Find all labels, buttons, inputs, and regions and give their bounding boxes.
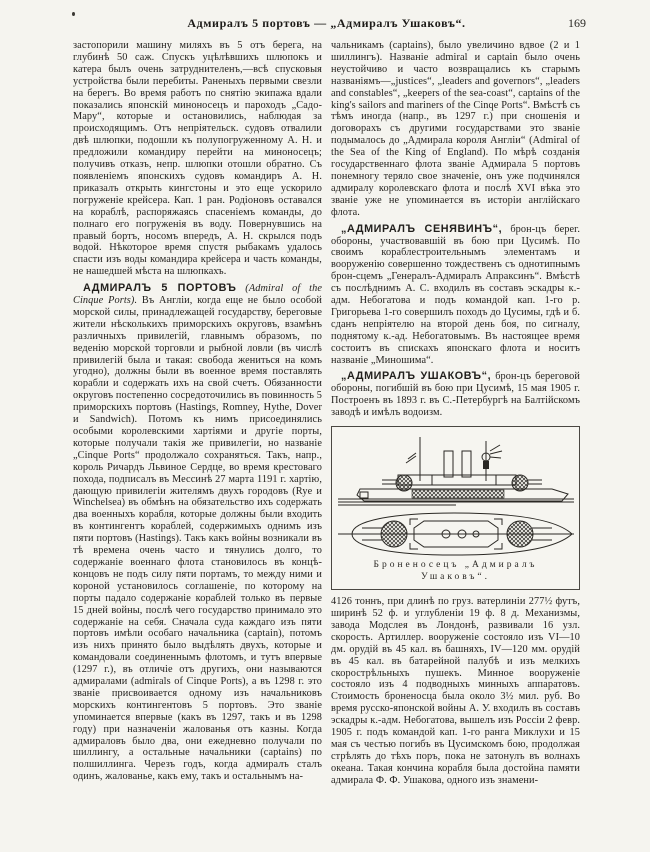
page-header: [75, 16, 586, 34]
left-column: [73, 40, 322, 840]
figure-caption-line1: Броненосецъ „Адмиралъ: [373, 560, 538, 571]
paragraph-after-figure: [331, 596, 580, 787]
entry-body: Въ Англіи, когда еще не было особой морской силы, принадлежащей государству, береговые жители нѣсколькихъ приморскихъ округовъ, взамѣнъ различныхъ привилегій, главнымъ образомъ, по веденію морской торговли и рыбной ловли (въ числѣ привилегій была и такая: свобода жениться на комъ угодно), должны были въ военное время поставлять корабли и содержать ихъ на свой счетъ. Обязанности округовъ постепенно сосредоточились въ повинность 5 приморскихъ портовъ (Hastings, Romney, Hythe, Dover и Sandwich). Потомъ къ нимъ присоединялись особыми королевскими хартіями и другіе порты, которые получали такія же привилегіи, но названіе „Cinque Ports“ продолжало сохраняться. Такъ, напр., король Ричардъ Львиное Сердце, во время крестоваго похода, подписалъ въ Мессинѣ 27 марта 1191 г. хартію, дающую привилегіи жителямъ двухъ городовъ (Rye и Winchelsea) въ обмѣнъ на обязательство ихъ содержать два военныхъ корабля, которые должны были входить въ контингентъ кораблей, содержимыхъ однимъ изъ пяти портовъ (Hastings). Такъ какъ войны возникали въ тѣ времена очень часто и тянулись долго, то содержаніе военнаго флота становилось въ концѣ-концовъ не подъ силу пяти портамъ, то между ними и короной установилось соглашеніе, по которому на порты падало содержаніе кораблей только въ первые 15 дней войны, послѣ чего государство принимало это содержаніе на себя. Сначала суда каждаго изъ пяти портовъ имѣли особаго начальника (captain), потомъ изъ нихъ принято было выдѣлять двухъ, которые и командовали соединеннымъ флотомъ, и тутъ впервые (1297 г.), въ отличіе отъ другихъ, они называются адмиралами (admirals of Cinque Ports), а въ 1298 г. это званіе присвоивается одному изъ начальниковъ морскихъ контингентовъ 5 портовъ. Это званіе упоминается впервые (какъ въ 1297, такъ и въ 1298 году) при назначеніи жалованья отъ казны. Когда адмираловъ было два, они ежедневно получали по шиллингу, а остальные начальники (captains) по полшиллинга. Черезъ годъ, когда адмиралъ сталъ одинъ, жалованье, какъ ему, такъ и остальнымъ на-: [73, 295, 322, 783]
entry-admiral-5-portov: [73, 283, 322, 783]
entry-headword: „АДМИРАЛЪ СЕНЯВИНЪ“,: [341, 222, 503, 235]
paragraph-continuation: [73, 40, 322, 278]
battleship-drawing-icon: [336, 431, 576, 559]
figure-battleship: [331, 426, 580, 590]
entry-admiral-ushakov: [331, 371, 580, 419]
entry-headword: АДМИРАЛЪ 5 ПОРТОВЪ: [83, 282, 237, 295]
figure-caption-line2: Ушаковъ“.: [420, 571, 491, 582]
entry-body: брон-цъ берег. обороны, участвовавшій въ бою при Цусимѣ. По своимъ кораблестроительнымъ элементамъ и вооруженію совершенно тождественъ съ однотипнымъ брон-сцемъ „Генералъ-Адмиралъ Апраксинъ“. Вмѣстѣ съ послѣднимъ А. С. входилъ въ составъ эскадры к.-адм. Небогатова и подъ командой кап. 1-го р. Григорьева 1-го совершилъ походъ до Цусимы, гдѣ и б. сданъ непріятелю на второй день боя, по сигналу, поднятому к.-ад. Небогатовымъ. Въ настоящее время состоитъ въ спискахъ японскаго флота и носитъ названіе „Миношима“.: [331, 223, 580, 366]
paragraph-continuation: [331, 40, 580, 219]
running-title: Адмиралъ 5 портовъ — „Адмиралъ Ушаковъ“.: [187, 16, 466, 30]
right-column: [331, 40, 580, 840]
entry-body: брон-цъ береговой обороны, погибшій въ бою при Цусимѣ, 15 мая 1905 г. Построенъ въ 1893 г. въ С.-Петербургѣ на Балтійскомъ заводѣ и имѣлъ водоизм.: [331, 371, 580, 419]
figure-caption: [334, 560, 577, 583]
entry-admiral-senyavin: [331, 224, 580, 367]
body-text: чальникамъ (captains), было увеличино вдвое (2 и 1 шиллингъ). Названіе admiral и captain было очень неустойчиво и часто возвращались къ старымъ названіямъ—„justices“, „leaders and governors“, „leaders and constables“, „keepers of the sea-coast“, captains of the king's sailors and mariners of the Cinqe Ports“. Вмѣстѣ съ тѣмъ иногда (напр., въ 1297 г.) при сношенія и договорахъ съ другими государствами это званіе подымалось до „Адмирала короля Англіи“ (Admiral of the Sea of the King of England). По мѣрѣ созданія государственнаго флота званіе Адмирала 5 портовъ понемногу теряло свое значеніе, онъ уже подчинялся адмиралу королевскаго флота и послѣ XVI вѣка это званіе уже не упоминается въ исторіи англійскаго флота.: [331, 40, 580, 218]
entry-latin-title: (Admiral of the Cinque Ports).: [73, 283, 322, 307]
text-columns: [73, 40, 580, 840]
body-text: застопорили машину миляхъ въ 5 отъ берега, на глубинѣ 50 саж. Спускъ уцѣлѣвшихъ шлюпокъ и катера былъ очень затруднителенъ,—всѣ спусковыя устройства были перебиты. Раненыхъ первыми свезли на берегъ. Во время работъ по снятію экипажа вдали показались японскій миноносецъ и пароходъ „Садо-Мару“, которые и остановились, наблюдая за происходящимъ. Отъ непріятельск. судовъ отвалили двѣ шлюпки, подошли къ полупогруженному А. Н. и предложили командиру перейти на миноносецъ; получивъ отказъ, непр. шлюпки отошли обратно. Съ появленіемъ японскихъ судовъ командиръ А. Н. приказалъ открыть кингстоны и это еще ускорило погруженіе крейсера. Кап. 1 ран. Родіоновъ оставался на кораблѣ, распоряжаясь спасеніемъ команды, до полнаго его погруженія въ воду. Повернувшись на правый бортъ, носомъ впередъ, А. Н. скрылся подъ водой. Нѣкоторое время спустя рыбакамъ удалось спасти изъ воды командира крейсера и часть команды, не нашедшей мѣста на шлюпкахъ.: [73, 40, 322, 278]
page-number: 169: [568, 16, 586, 30]
entry-headword: „АДМИРАЛЪ УШАКОВЪ“,: [341, 370, 492, 383]
body-text: 4126 тоннъ, при длинѣ по груз. ватерлиніи 277½ футъ, ширинѣ 52 ф. и углубленіи 19 ф. 8 д. Механизмы, завода Модслея въ Лондонѣ, развивали 16 узл. скорость. Артиллер. вооруженіе состояло изъ VI—10 дм. орудій въ 45 кал. въ башняхъ, IV—120 мм. орудій въ 45 кал. въ батарейной палубѣ и изъ мелкихъ скорострѣльныхъ пушекъ. Минное вооруженіе состояло изъ 4 подводныхъ минныхъ аппаратовъ. Стоимость броненосца была около 3½ мил. руб. Во время русско-японской войны А. У. входилъ въ составъ эскадры к.-адм. Небогатова, вышелъ изъ Россіи 2 февр. 1905 г. подъ командой кап. 1-го ранга Миклухи и 15 мая съ честью погибъ въ Цусимскомъ бою, продолжая стрѣлять до тѣхъ поръ, пока не затонулъ въ волнахъ океана. Такая кончина корабля была достойна памяти адмирала Ф. Ф. Ушакова, одного изъ знамени-: [331, 596, 580, 786]
